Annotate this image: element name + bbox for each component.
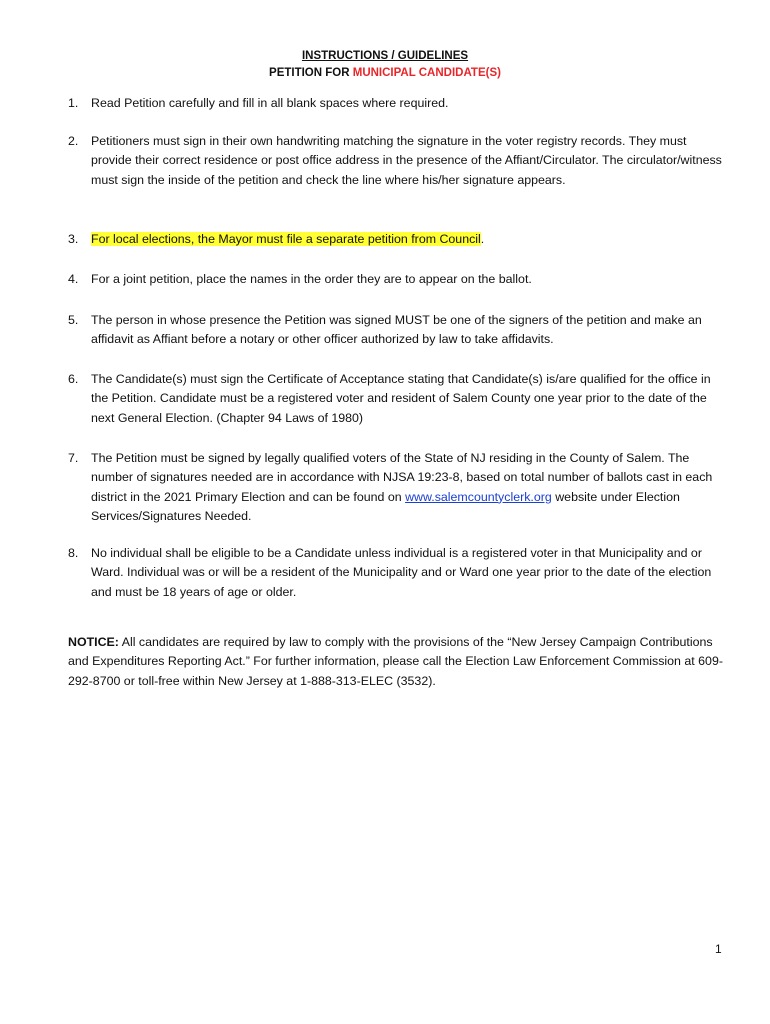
page-number: 1: [715, 942, 722, 956]
item-number: 5.: [68, 313, 79, 327]
page-subtitle: [0, 67, 770, 79]
item-text: No individual shall be eligible to be a Candidate unless individual is a registered voter in that Municipality and or Ward. Individual was or will be a resident of the Municipality and or Ward one year prior to the date of the election and must be 18 years of age or older.: [91, 546, 712, 599]
page-title: INSTRUCTIONS / GUIDELINES: [301, 50, 469, 62]
item-number: 7.: [68, 451, 79, 465]
item-text: The person in whose presence the Petition was signed MUST be one of the signers of the petition and make an affidavit as Affiant before a notary or other officer authorized by law to take affidavits.: [91, 313, 702, 347]
notice-text: All candidates are required by law to comply with the provisions of the “New Jersey Campaign Contributions and Expenditures Reporting Act.” For further information, please call the Election Law Enforcement Commission at 609-292-8700 or toll-free within New Jersey at 1-888-313-ELEC (3532).: [68, 635, 723, 688]
instruction-item-6: [68, 370, 728, 428]
item-text: [91, 230, 728, 249]
item-text: Read Petition carefully and fill in all blank spaces where required.: [91, 96, 449, 110]
item-text-end: website under Election Services/Signatures Needed.: [91, 489, 680, 523]
subtitle-prefix: PETITION FOR: [269, 67, 353, 79]
item-number: 2.: [68, 134, 79, 148]
item-number: 8.: [68, 546, 79, 560]
notice-paragraph: [68, 633, 728, 691]
instruction-item-1: [68, 94, 728, 113]
instruction-item-3: [68, 230, 728, 249]
instruction-item-2: [68, 132, 728, 190]
highlighted-text: For local elections, the Mayor must file a separate petition from Council: [91, 232, 481, 246]
item-text-end: .: [480, 232, 485, 246]
notice-label: NOTICE:: [68, 635, 119, 649]
item-number: 1.: [68, 96, 79, 110]
subtitle-highlight: MUNICIPAL CANDIDATE(S): [352, 67, 501, 79]
instruction-item-8: [68, 544, 728, 602]
instruction-item-7: [68, 449, 728, 526]
item-number: 3.: [68, 232, 79, 246]
instruction-item-5: [68, 311, 728, 350]
instruction-item-4: [68, 270, 728, 289]
item-text: For a joint petition, place the names in the order they are to appear on the ballot.: [91, 272, 532, 286]
item-text-start: The Petition must be signed by legally qualified voters of the State of NJ residing in the County of Salem. The number of signatures needed are in accordance with NJSA 19:23-8, based on total number of ballots cast in each district in the 2021 Primary Election and can be found on: [91, 451, 713, 504]
item-number: 6.: [68, 372, 79, 386]
item-text: The Candidate(s) must sign the Certificate of Acceptance stating that Candidate(s) is/are qualified for the office in the Petition. Candidate must be a registered voter and resident of Salem County one year prior to the date of the next General Election. (Chapter 94 Laws of 1980): [91, 372, 711, 425]
item-text: [91, 449, 728, 526]
clerk-website-link[interactable]: www.salemcountyclerk.org: [405, 489, 552, 504]
item-text: Petitioners must sign in their own handwriting matching the signature in the voter registry records. They must provide their correct residence or post office address in the presence of the Affiant/Circulator. The circulator/witness must sign the inside of the petition and check the line where his/her signature appears.: [91, 134, 722, 187]
item-number: 4.: [68, 272, 79, 286]
